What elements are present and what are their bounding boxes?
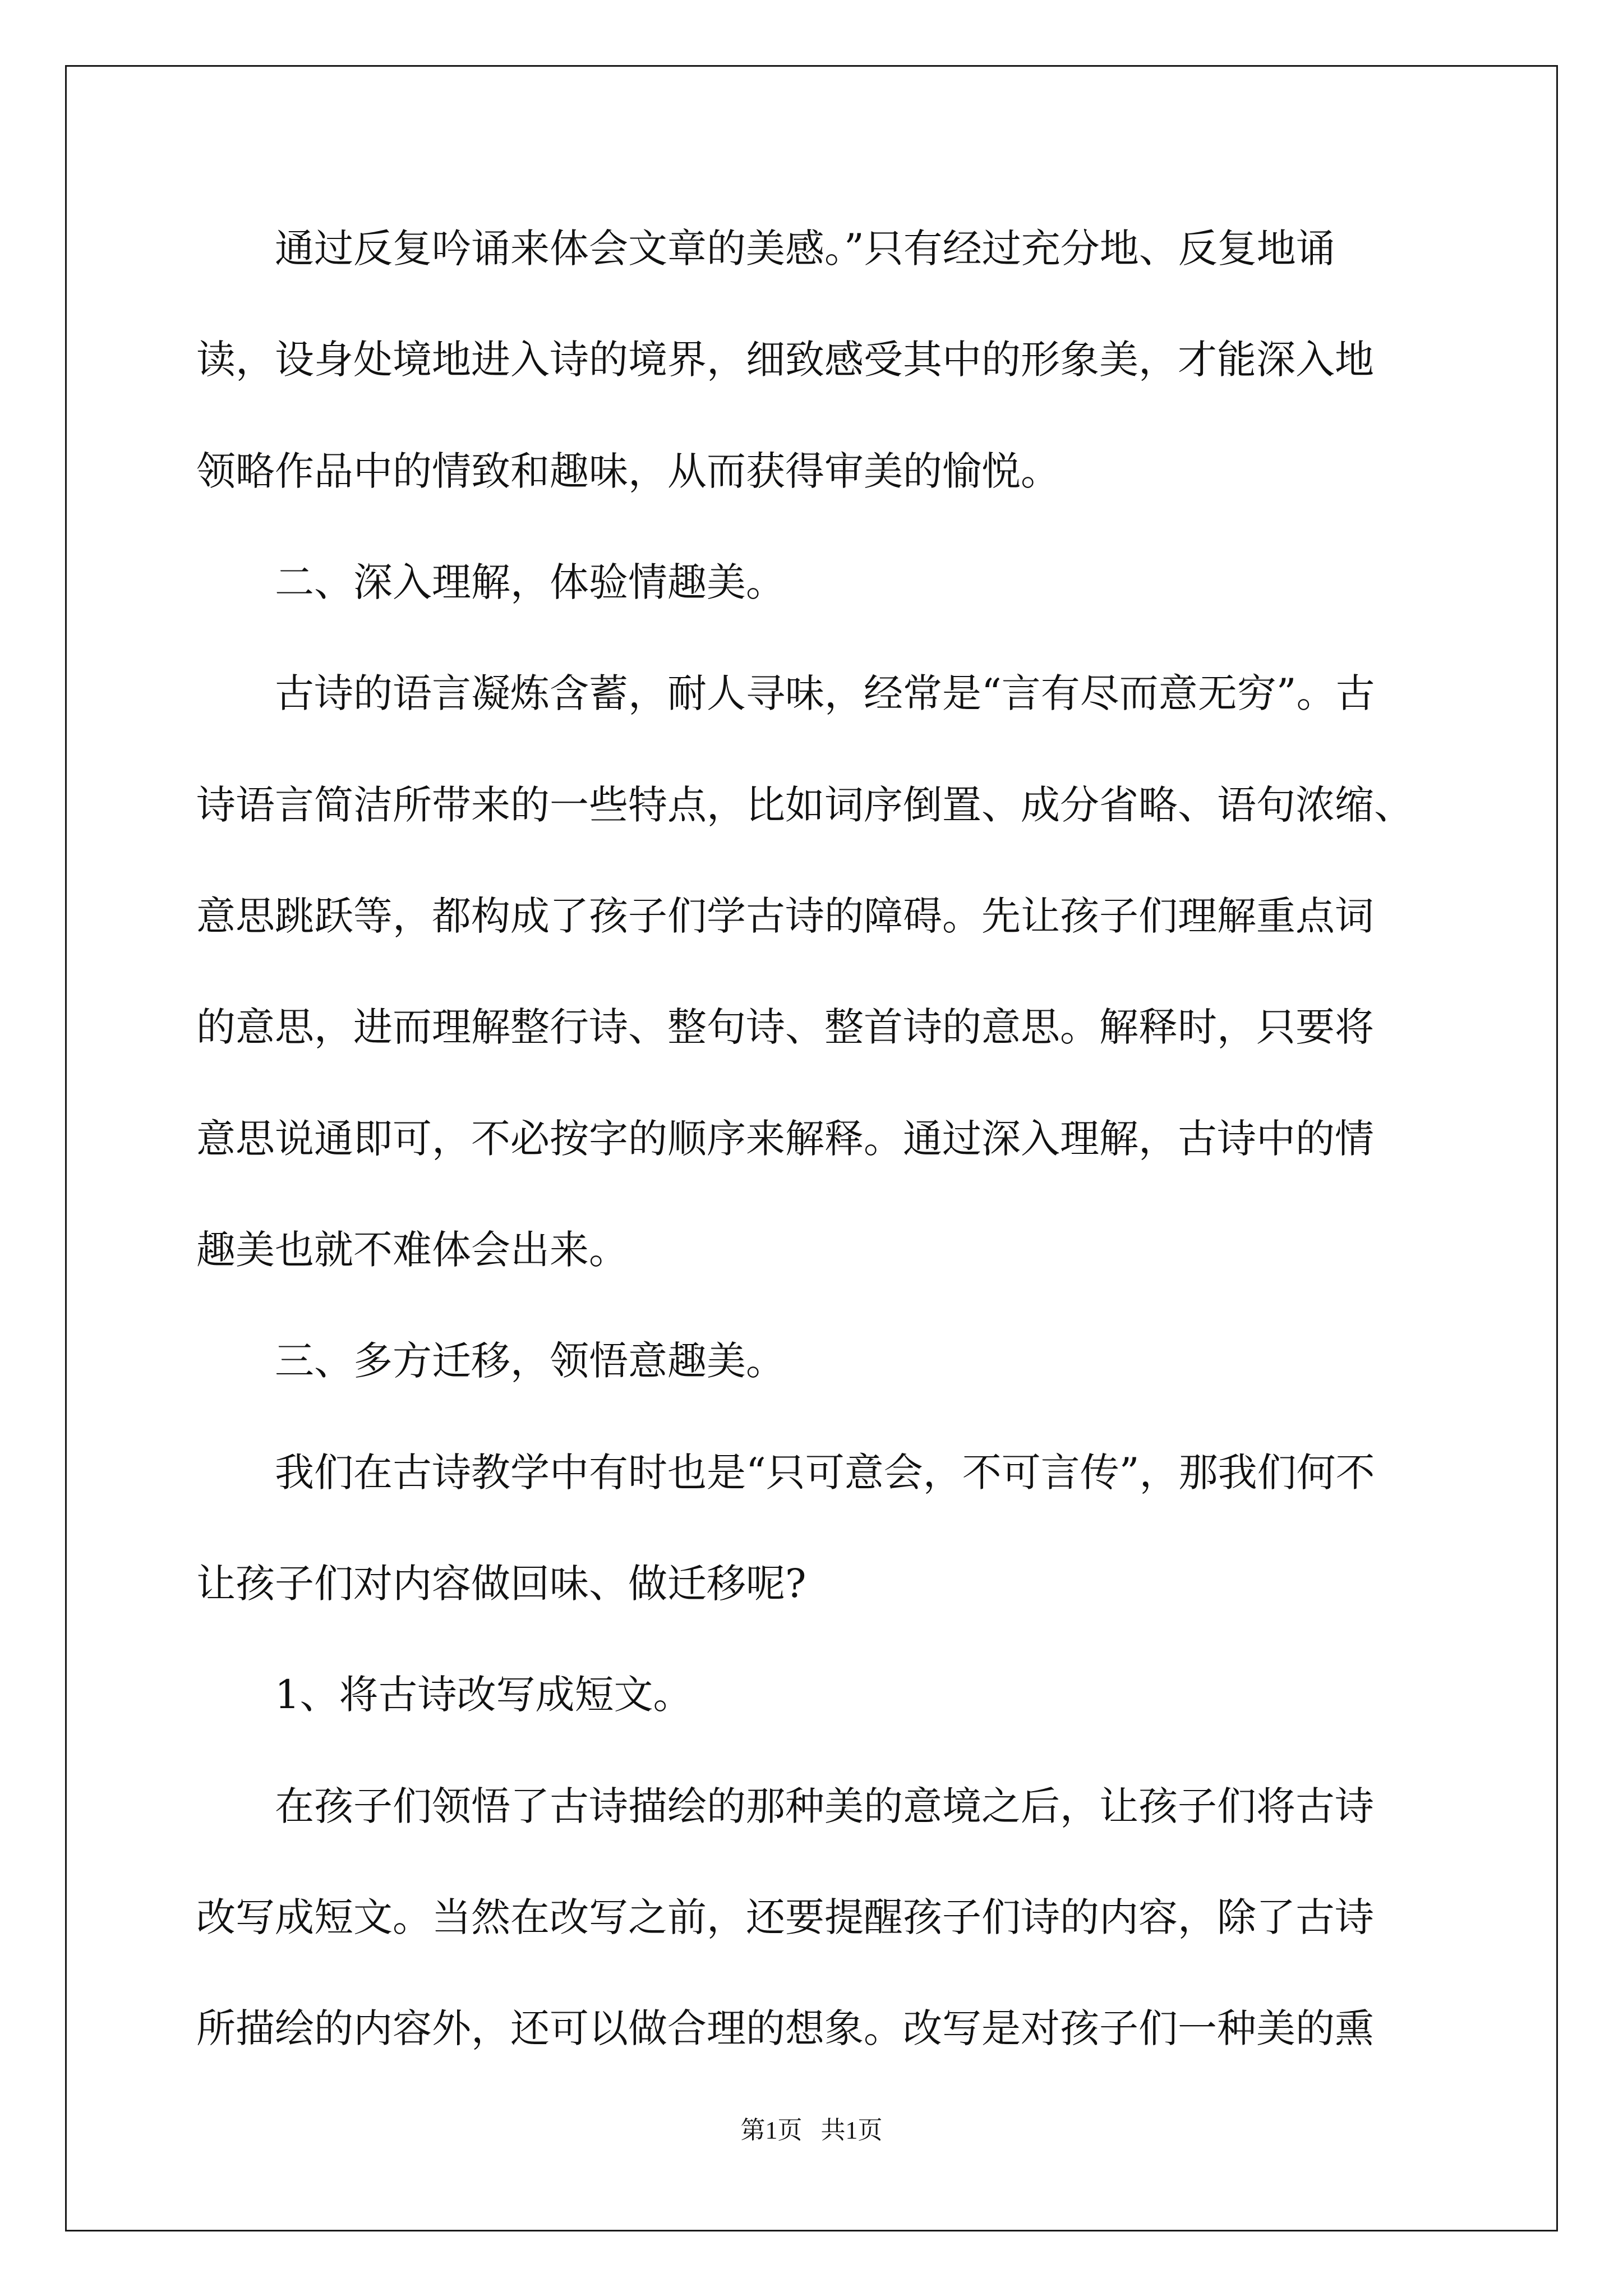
text-line: 意思说通即可，不必按字的顺序来解释。通过深入理解，古诗中的情 <box>196 1116 1374 1162</box>
text-line: 古诗的语言凝炼含蓄，耐人寻味，经常是“言有尽而意无穷”。古 <box>196 670 1375 716</box>
text-line: 意思跳跃等，都构成了孩子们学古诗的障碍。先让孩子们理解重点词 <box>196 893 1374 939</box>
text-line: 所描绘的内容外，还可以做合理的想象。改写是对孩子们一种美的熏 <box>196 2005 1374 2051</box>
text-line: 在孩子们领悟了古诗描绘的那种美的意境之后，让孩子们将古诗 <box>196 1783 1374 1829</box>
text-line: 通过反复吟诵来体会文章的美感。”只有经过充分地、反复地诵 <box>196 226 1335 272</box>
page-number-footer: 第1页 共1页 <box>740 2116 883 2144</box>
list-item-heading: 1、将古诗改写成短文。 <box>196 1672 693 1718</box>
text-line: 我们在古诗教学中有时也是“只可意会，不可言传”，那我们何不 <box>196 1450 1375 1496</box>
section-heading: 二、深入理解，体验情趣美。 <box>196 559 785 605</box>
text-line: 的意思，进而理解整行诗、整句诗、整首诗的意思。解释时，只要将 <box>196 1004 1374 1050</box>
text-line: 让孩子们对内容做回味、做迁移呢? <box>196 1561 806 1607</box>
text-line: 读，设身处境地进入诗的境界，细致感受其中的形象美，才能深入地 <box>196 337 1374 383</box>
text-line: 改写成短文。当然在改写之前，还要提醒孩子们诗的内容，除了古诗 <box>196 1894 1374 1940</box>
section-heading: 三、多方迁移，领悟意趣美。 <box>196 1338 785 1384</box>
text-line: 趣美也就不难体会出来。 <box>196 1227 628 1273</box>
text-line: 诗语言简洁所带来的一些特点，比如词序倒置、成分省略、语句浓缩、 <box>196 782 1413 828</box>
text-line: 领略作品中的情致和趣味，从而获得审美的愉悦。 <box>196 448 1060 494</box>
